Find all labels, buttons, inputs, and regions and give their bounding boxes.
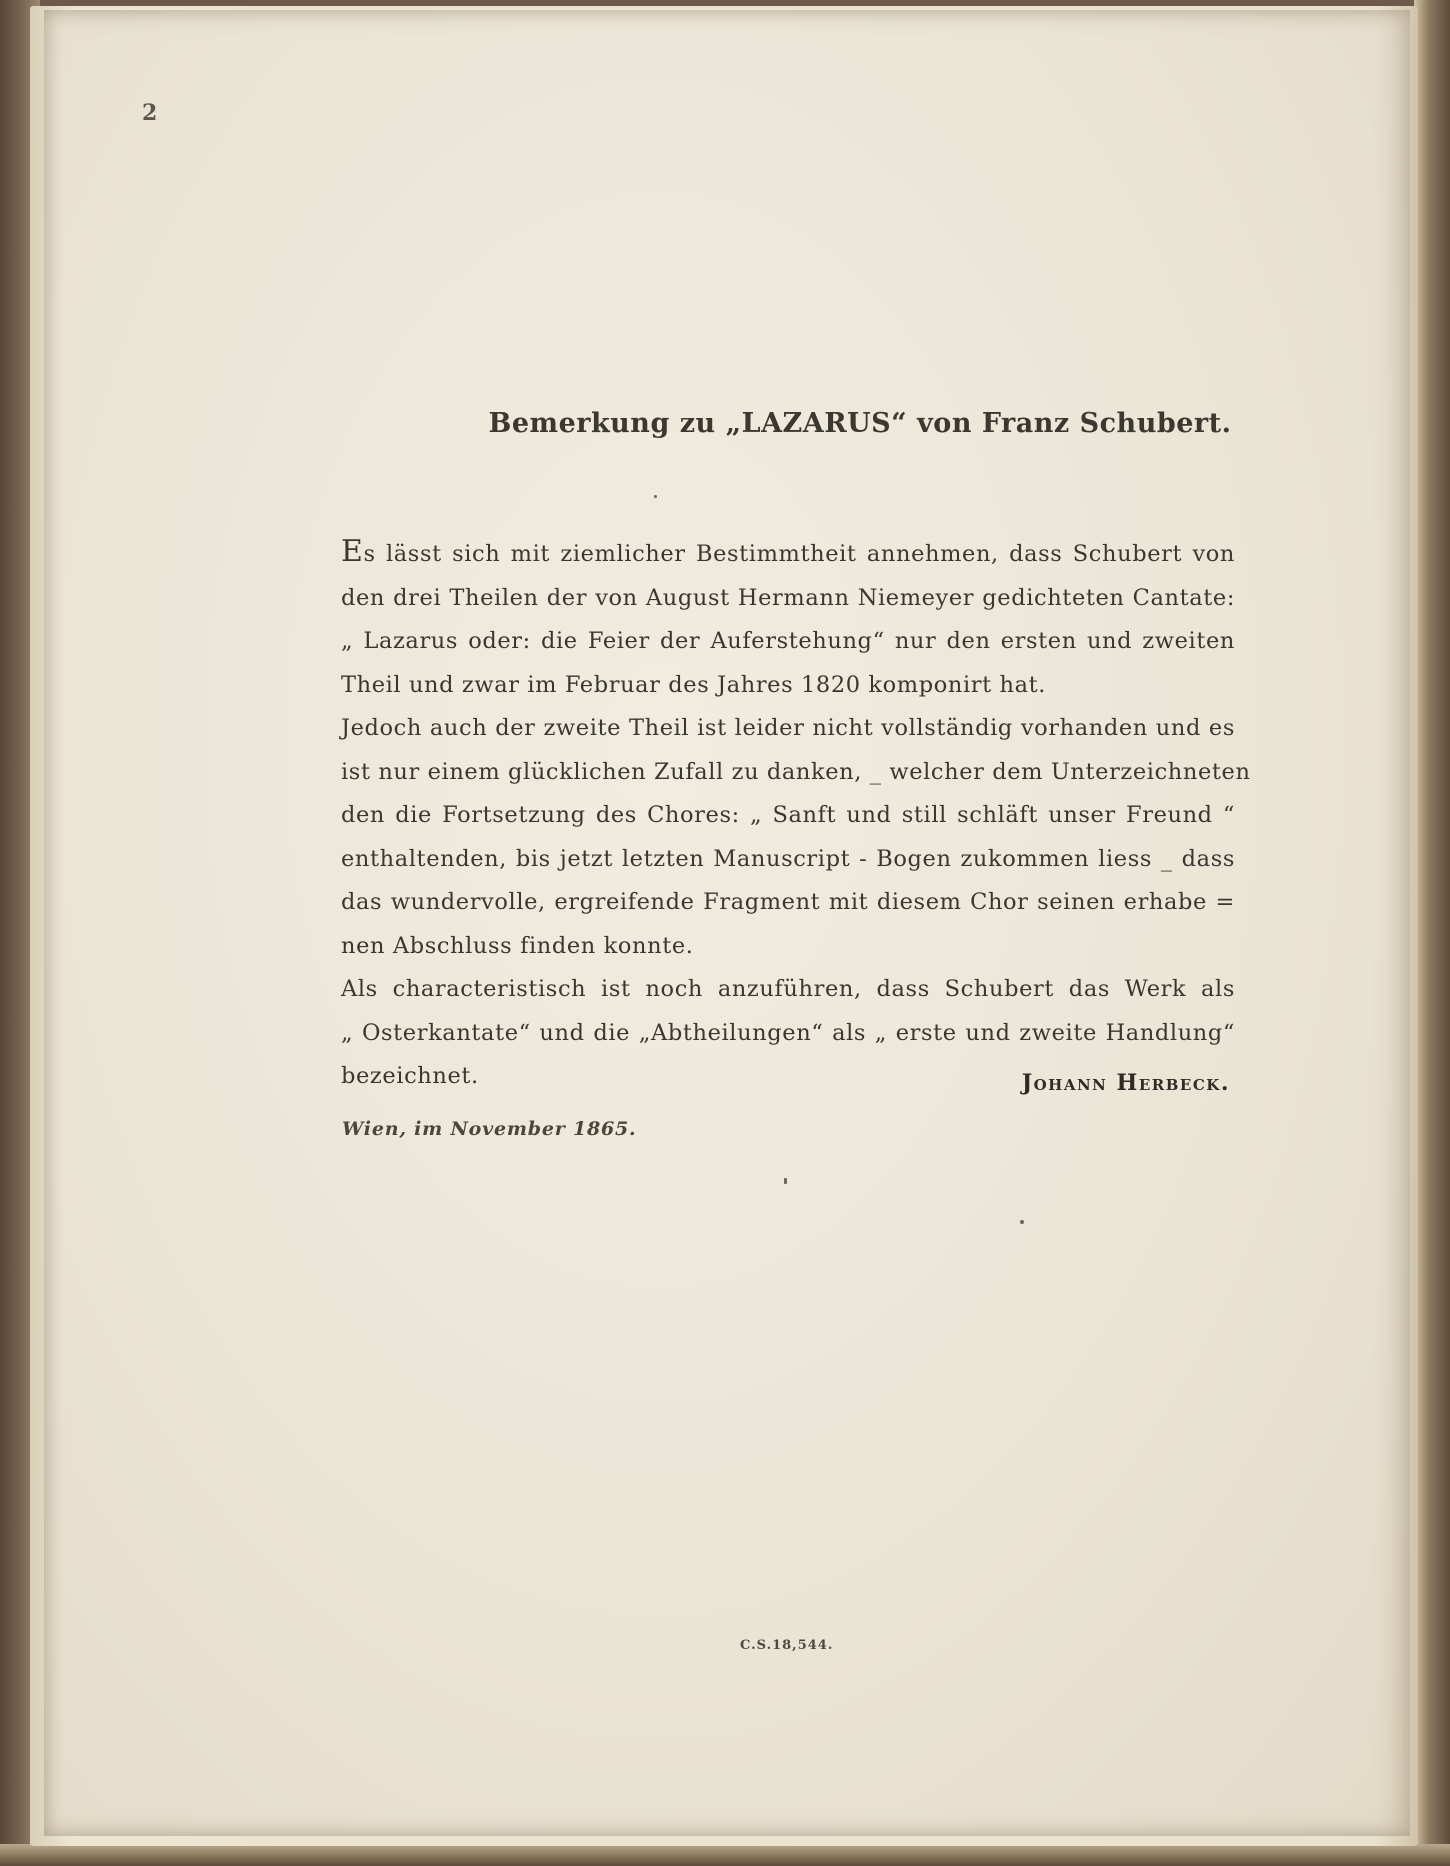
body-line: den drei Theilen der von August Hermann Niemeyer gedichteten Cantate: bbox=[341, 584, 1235, 611]
body-line: ist nur einem glücklichen Zufall zu danken, _ welcher dem Unterzeichneten bbox=[341, 758, 1251, 785]
body-text bbox=[341, 530, 1251, 1099]
paper-speck bbox=[1020, 1220, 1024, 1224]
body-line: Es lässt sich mit ziemlicher Bestimmtheit annehmen, dass Schubert von bbox=[341, 534, 1235, 569]
page-title: Bemerkung zu „LAZARUS“ von Franz Schubert. bbox=[488, 408, 1232, 439]
book-cover-right-edge bbox=[1414, 0, 1450, 1866]
book-cover-bottom-edge bbox=[0, 1844, 1450, 1866]
body-line: bezeichnet. bbox=[341, 1063, 479, 1089]
body-line: Jedoch auch der zweite Theil ist leider nicht vollständig vorhanden und es bbox=[341, 715, 1235, 741]
signature: Johann Herbeck. bbox=[1021, 1070, 1230, 1096]
paper-speck bbox=[784, 1178, 787, 1184]
body-line: das wundervolle, ergreifende Fragment mit diesem Chor seinen erhabe = bbox=[341, 889, 1235, 915]
page-number: 2 bbox=[142, 100, 158, 126]
body-line: enthaltenden, bis jetzt letzten Manuscript - Bogen zukommen liess _ dass bbox=[341, 845, 1235, 872]
body-line: den die Fortsetzung des Chores: „ Sanft und still schläft unser Freund “ bbox=[341, 802, 1235, 828]
plate-number: C.S.18,544. bbox=[740, 1638, 834, 1653]
body-line: „ Osterkantate“ und die „Abtheilungen“ als „ erste und zweite Handlung“ bbox=[341, 1019, 1235, 1046]
paper-speck bbox=[654, 495, 657, 498]
body-line: Als characteristisch ist noch anzuführen, dass Schubert das Werk als bbox=[341, 976, 1235, 1002]
body-line: Theil und zwar im Februar des Jahres 1820 komponirt hat. bbox=[341, 671, 1047, 698]
body-line: nen Abschluss finden konnte. bbox=[341, 932, 694, 959]
place-date: Wien, im November 1865. bbox=[342, 1118, 637, 1140]
body-line: „ Lazarus oder: die Feier der Auferstehung“ nur den ersten und zweiten bbox=[341, 628, 1235, 654]
